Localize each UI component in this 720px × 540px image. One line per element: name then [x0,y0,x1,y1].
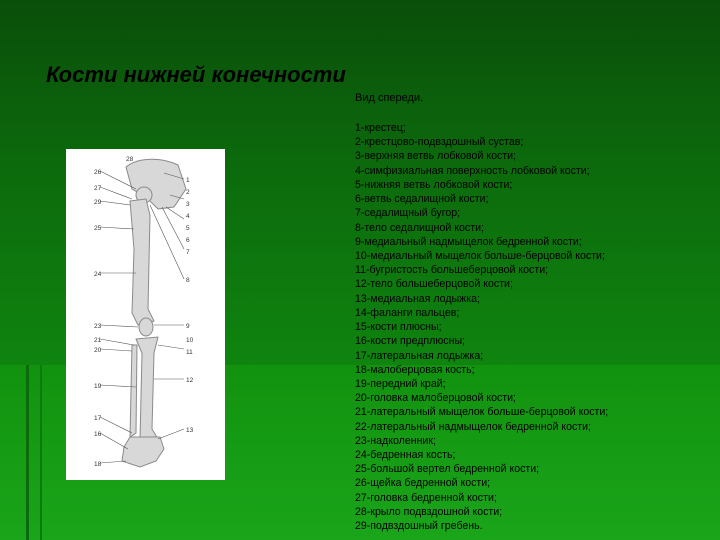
leader-line [100,187,132,199]
figure-label: 2 [186,189,190,196]
leader-line [166,207,184,219]
figure-label: 18 [94,461,102,468]
leader-line [100,349,132,351]
legend-item: 15-кости плюсны; [355,321,442,334]
patella [139,318,153,336]
leader-line [100,433,128,449]
legend-item: 1-крестец; [355,122,406,134]
figure-label: 12 [186,377,194,384]
leader-line [100,417,132,433]
figure-label: 6 [186,237,190,244]
leader-line [100,461,126,463]
legend-item: 14-фаланги пальцев; [355,306,460,319]
legend-item: 17-латеральная лодыжка; [355,349,484,362]
tibia-bone [136,337,158,441]
legend-list [355,121,715,533]
figure-label: 27 [94,185,102,192]
decorative-vertical-line [26,365,29,540]
legend-item: 23-надколенник; [355,434,436,447]
figure-label: 25 [94,225,102,232]
legend-item: 13-медиальная лодыжка; [355,292,480,305]
figure-label: 3 [186,201,190,208]
figure-label: 4 [186,213,190,220]
figure-label: 23 [94,323,102,330]
leg-skeleton-drawing [66,149,225,480]
figure-label: 1 [186,177,190,184]
figure-label: 24 [94,271,102,278]
legend-item: 22-латеральный надмыщелок бедренной кости; [355,420,591,433]
leader-line [158,345,184,349]
leader-line [100,385,136,387]
figure-label: 13 [186,427,194,434]
figure-label: 7 [186,249,190,256]
legend-item: 25-большой вертел бедренной кости; [355,463,540,476]
figure-label: 10 [186,337,194,344]
leader-line [100,339,134,345]
foot-bones [122,437,164,467]
figure-label: 17 [94,415,102,422]
page-title: Кости нижней конечности [46,62,346,87]
leader-line [158,429,184,439]
figure-label: 26 [94,169,102,176]
figure-label: 20 [94,347,102,354]
legend-item: 24-бедренная кость; [355,449,456,462]
legend-item: 10-медиальный мыщелок больше-берцовой кости; [355,249,605,262]
legend-item: 8-тело седалищной кости; [355,221,484,234]
legend-item: 4-симфизиальная поверхность лобковой кости; [355,164,590,177]
leader-line [100,325,138,327]
figure-label: 19 [94,383,102,390]
decorative-vertical-line [40,365,42,540]
legend-item: 2-крестцово-подвздошный сустав; [355,136,524,149]
figure-label: 5 [186,225,190,232]
legend-item: 7-седалищный бугор; [355,207,461,220]
fibula-bone [130,345,137,437]
view-subtitle: Вид спереди. [355,92,424,104]
legend-item: 29-подвздошный гребень. [355,520,483,533]
figure-label: 16 [94,431,102,438]
figure-label: 28 [126,156,134,163]
legend-item: 16-кости предплюсны; [355,335,466,348]
legend-item: 28-крыло подвздошной кости; [355,505,503,518]
leader-line [162,207,184,249]
legend-item: 9-медиальный надмыщелок бедренной кости; [355,235,582,248]
figure-label: 9 [186,323,190,330]
figure-label: 29 [94,199,102,206]
femur-bone [130,199,154,325]
legend-item: 18-малоберцовая кость; [355,363,475,376]
leader-line [100,227,134,229]
legend-item: 3-верхняя ветвь лобковой кости; [355,150,516,163]
legend-item: 11-бугристость большеберцовой кости; [355,264,549,277]
figure-label: 11 [186,349,193,356]
legend-item: 26-щейка бедренной кости; [355,477,491,490]
figure-label: 8 [186,277,190,284]
legend-item: 6-ветвь седалищной кости; [355,193,489,206]
leader-line [100,201,130,205]
legend-item: 19-передний край; [355,377,446,390]
figure-label: 21 [94,337,102,344]
legend-item: 21-латеральный мыщелок больше-берцовой кости; [355,406,609,419]
legend-item: 12-тело большеберцовой кости; [355,278,513,291]
legend-item: 20-головка малоберцовой кости; [355,392,516,405]
legend-item: 5-нижняя ветвь лобковой кости; [355,178,513,191]
legend-item: 27-головка бедренной кости; [355,491,497,504]
skeleton-illustration [66,149,225,480]
